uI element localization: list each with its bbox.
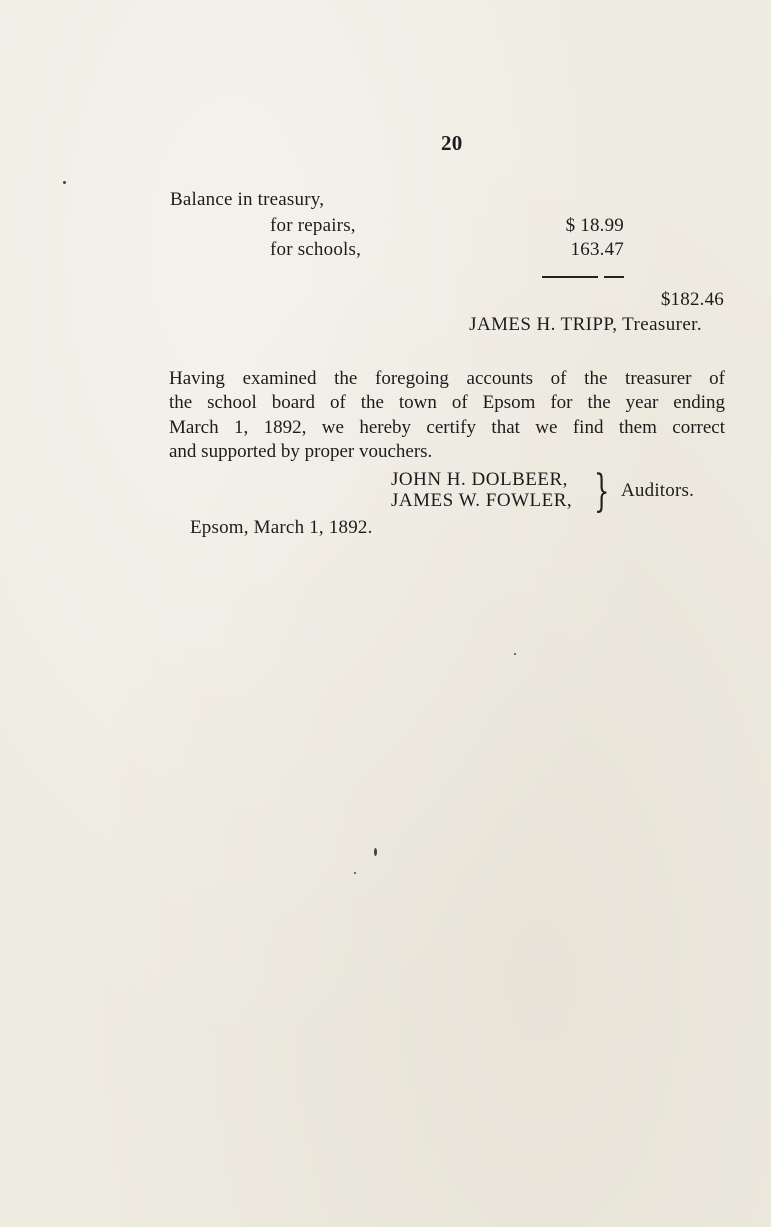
certificate-line: Having examined the foregoing accounts of the treasurer of (169, 368, 725, 389)
auditor-name: JOHN H. DOLBEER, (391, 469, 568, 490)
paper-speck (354, 872, 356, 874)
brace-icon: } (594, 466, 610, 517)
repairs-label: for repairs, (270, 215, 356, 236)
sum-rule (542, 276, 598, 278)
auditor-name: JAMES W. FOWLER, (391, 490, 573, 511)
schools-label: for schools, (270, 239, 362, 260)
certificate-line: the school board of the town of Epsom for the year ending (169, 392, 725, 414)
repairs-amount: $ 18.99 (565, 215, 624, 236)
balance-title: Balance in treasury, (170, 189, 325, 210)
paper-speck (63, 181, 66, 184)
certificate-line: and supported by proper vouchers. (169, 440, 433, 462)
balance-total: $182.46 (660, 289, 724, 310)
schools-amount: 163.47 (570, 239, 624, 260)
paper-speck (374, 848, 377, 856)
auditors-label: Auditors. (621, 480, 695, 501)
page-number: 20 (441, 131, 463, 155)
paper-speck (514, 653, 516, 655)
treasurer-signature: JAMES H. TRIPP, Treasurer. (469, 314, 702, 335)
place-date: Epsom, March 1, 1892. (190, 517, 373, 538)
sum-rule (604, 276, 624, 278)
certificate-line: March 1, 1892, we hereby certify that we find them correct (169, 416, 725, 438)
certificate-paragraph (169, 367, 725, 464)
